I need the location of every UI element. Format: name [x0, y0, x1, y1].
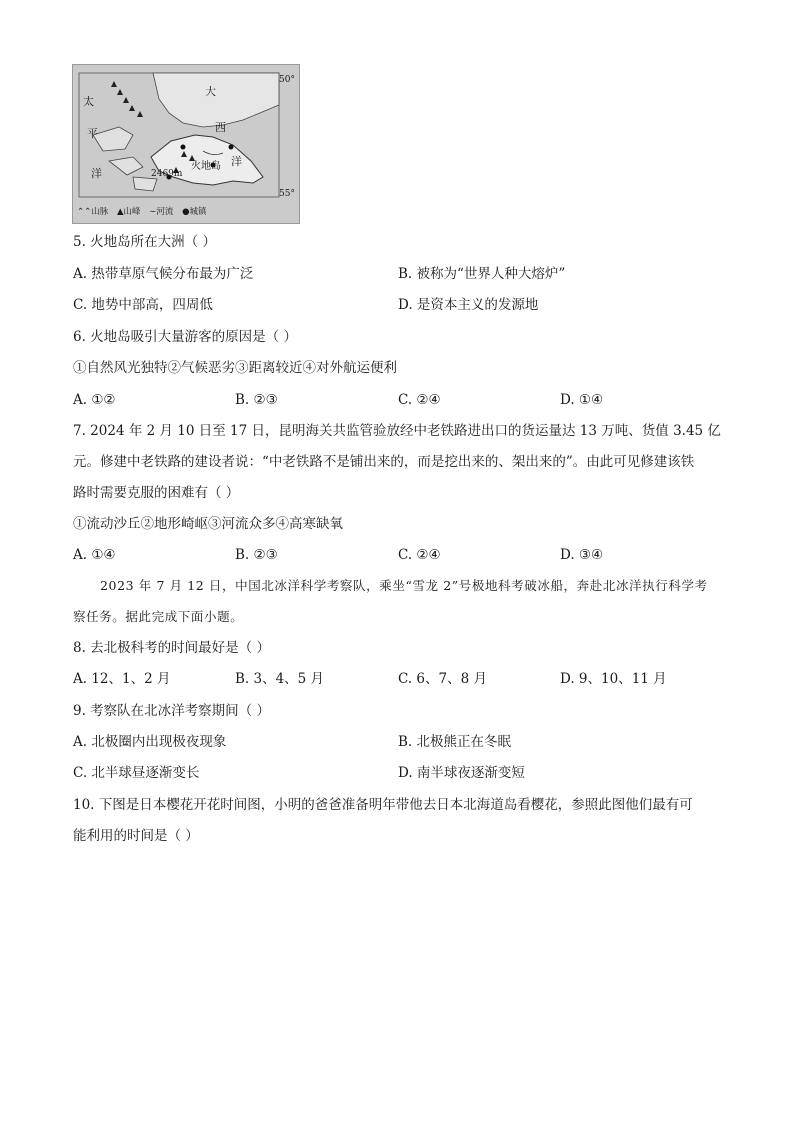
question-10-line-1: 10. 下图是日本樱花开花时间图，小明的爸爸准备明年带他去日本北海道岛看樱花，参照此图他们最有可 — [73, 797, 693, 813]
map-drawing — [73, 65, 299, 223]
ocean-right-char-1: 大 — [205, 85, 216, 98]
question-8-stem: 8. 去北极科考的时间最好是（ ） — [73, 640, 270, 656]
question-5-option-b: B. 被称为“世界人种大熔炉” — [398, 266, 566, 282]
peak-elevation-label: 2469m — [151, 169, 183, 179]
question-10-line-2: 能利用的时间是（ ） — [73, 828, 199, 844]
question-6-option-a: A. ①② — [73, 392, 116, 408]
question-8-option-d: D. 9、10、11 月 — [560, 671, 667, 687]
question-6-option-b: B. ②③ — [235, 392, 278, 408]
island-label: 火地岛 — [191, 161, 221, 172]
question-9-option-d: D. 南半球夜逐渐变短 — [398, 765, 525, 781]
ocean-left-char-1: 太 — [83, 95, 94, 108]
question-9-option-a: A. 北极圈内出现极夜现象 — [73, 734, 227, 750]
question-7-option-d: D. ③④ — [560, 547, 604, 563]
town-legend-icon: ● — [182, 207, 190, 217]
passage-line-1: 2023 年 7 月 12 日，中国北冰洋科学考察队，乘坐“雪龙 2”号极地科考破冰船，奔赴北冰洋执行科学考 — [100, 578, 708, 593]
passage-line-2: 察任务。据此完成下面小题。 — [73, 609, 244, 624]
legend-river: 河流 — [156, 207, 174, 217]
question-6-items: ①自然风光独特②气候恶劣③距离较近④对外航运便利 — [73, 360, 397, 376]
question-7-option-a: A. ①④ — [73, 547, 116, 563]
question-5-option-a: A. 热带草原气候分布最为广泛 — [73, 266, 254, 282]
question-7-option-b: B. ②③ — [235, 547, 278, 563]
question-9-option-c: C. 北半球昼逐渐变长 — [73, 765, 200, 781]
latitude-top-label: 50° — [279, 75, 295, 85]
question-8-option-b: B. 3、4、5 月 — [235, 671, 325, 687]
question-7-line-3: 路时需要克服的困难有（ ） — [73, 485, 240, 501]
question-6-option-c: C. ②④ — [398, 392, 441, 408]
question-5-option-c: C. 地势中部高，四周低 — [73, 297, 213, 313]
tierra-del-fuego-map — [72, 64, 300, 224]
town-dot — [181, 145, 186, 150]
ocean-left-char-2: 平 — [87, 127, 98, 140]
western-island-3 — [133, 177, 157, 191]
question-8-option-c: C. 6、7、8 月 — [398, 671, 487, 687]
ocean-right-char-2: 西 — [215, 121, 226, 134]
question-7-line-1: 7. 2024 年 2 月 10 日至 17 日，昆明海关共监管验放经中老铁路进出口的货运量达 13 万吨、货值 3.45 亿 — [73, 423, 721, 439]
question-7-option-c: C. ②④ — [398, 547, 441, 563]
question-5-option-d: D. 是资本主义的发源地 — [398, 297, 539, 313]
ocean-right-char-3: 洋 — [231, 155, 242, 168]
question-6-stem: 6. 火地岛吸引大量游客的原因是（ ） — [73, 329, 297, 345]
river-legend-icon: ∼ — [149, 207, 157, 217]
question-8-option-a: A. 12、1、2 月 — [73, 671, 171, 687]
legend-mountain: 山脉 — [91, 207, 109, 217]
peak-legend-icon: ▲ — [116, 207, 124, 217]
question-7-line-2: 元。修建中老铁路的建设者说：“中老铁路不是铺出来的，而是挖出来的、架出来的”。由此可见修建该铁 — [73, 454, 695, 470]
town-dot — [229, 145, 234, 150]
question-5-stem: 5. 火地岛所在大洲（ ） — [73, 234, 216, 250]
legend-peak: 山峰 — [123, 207, 141, 217]
question-9-option-b: B. 北极熊正在冬眠 — [398, 734, 512, 750]
latitude-bottom-label: 55° — [279, 189, 295, 199]
question-9-stem: 9. 考察队在北冰洋考察期间（ ） — [73, 703, 270, 719]
mountain-legend-icon: ⌃⌃ — [77, 207, 92, 217]
map-legend — [77, 205, 207, 217]
question-6-option-d: D. ①④ — [560, 392, 604, 408]
question-7-items: ①流动沙丘②地形崎岖③河流众多④高寒缺氧 — [73, 516, 343, 532]
legend-town: 城镇 — [189, 207, 207, 217]
ocean-left-char-3: 洋 — [91, 167, 102, 180]
